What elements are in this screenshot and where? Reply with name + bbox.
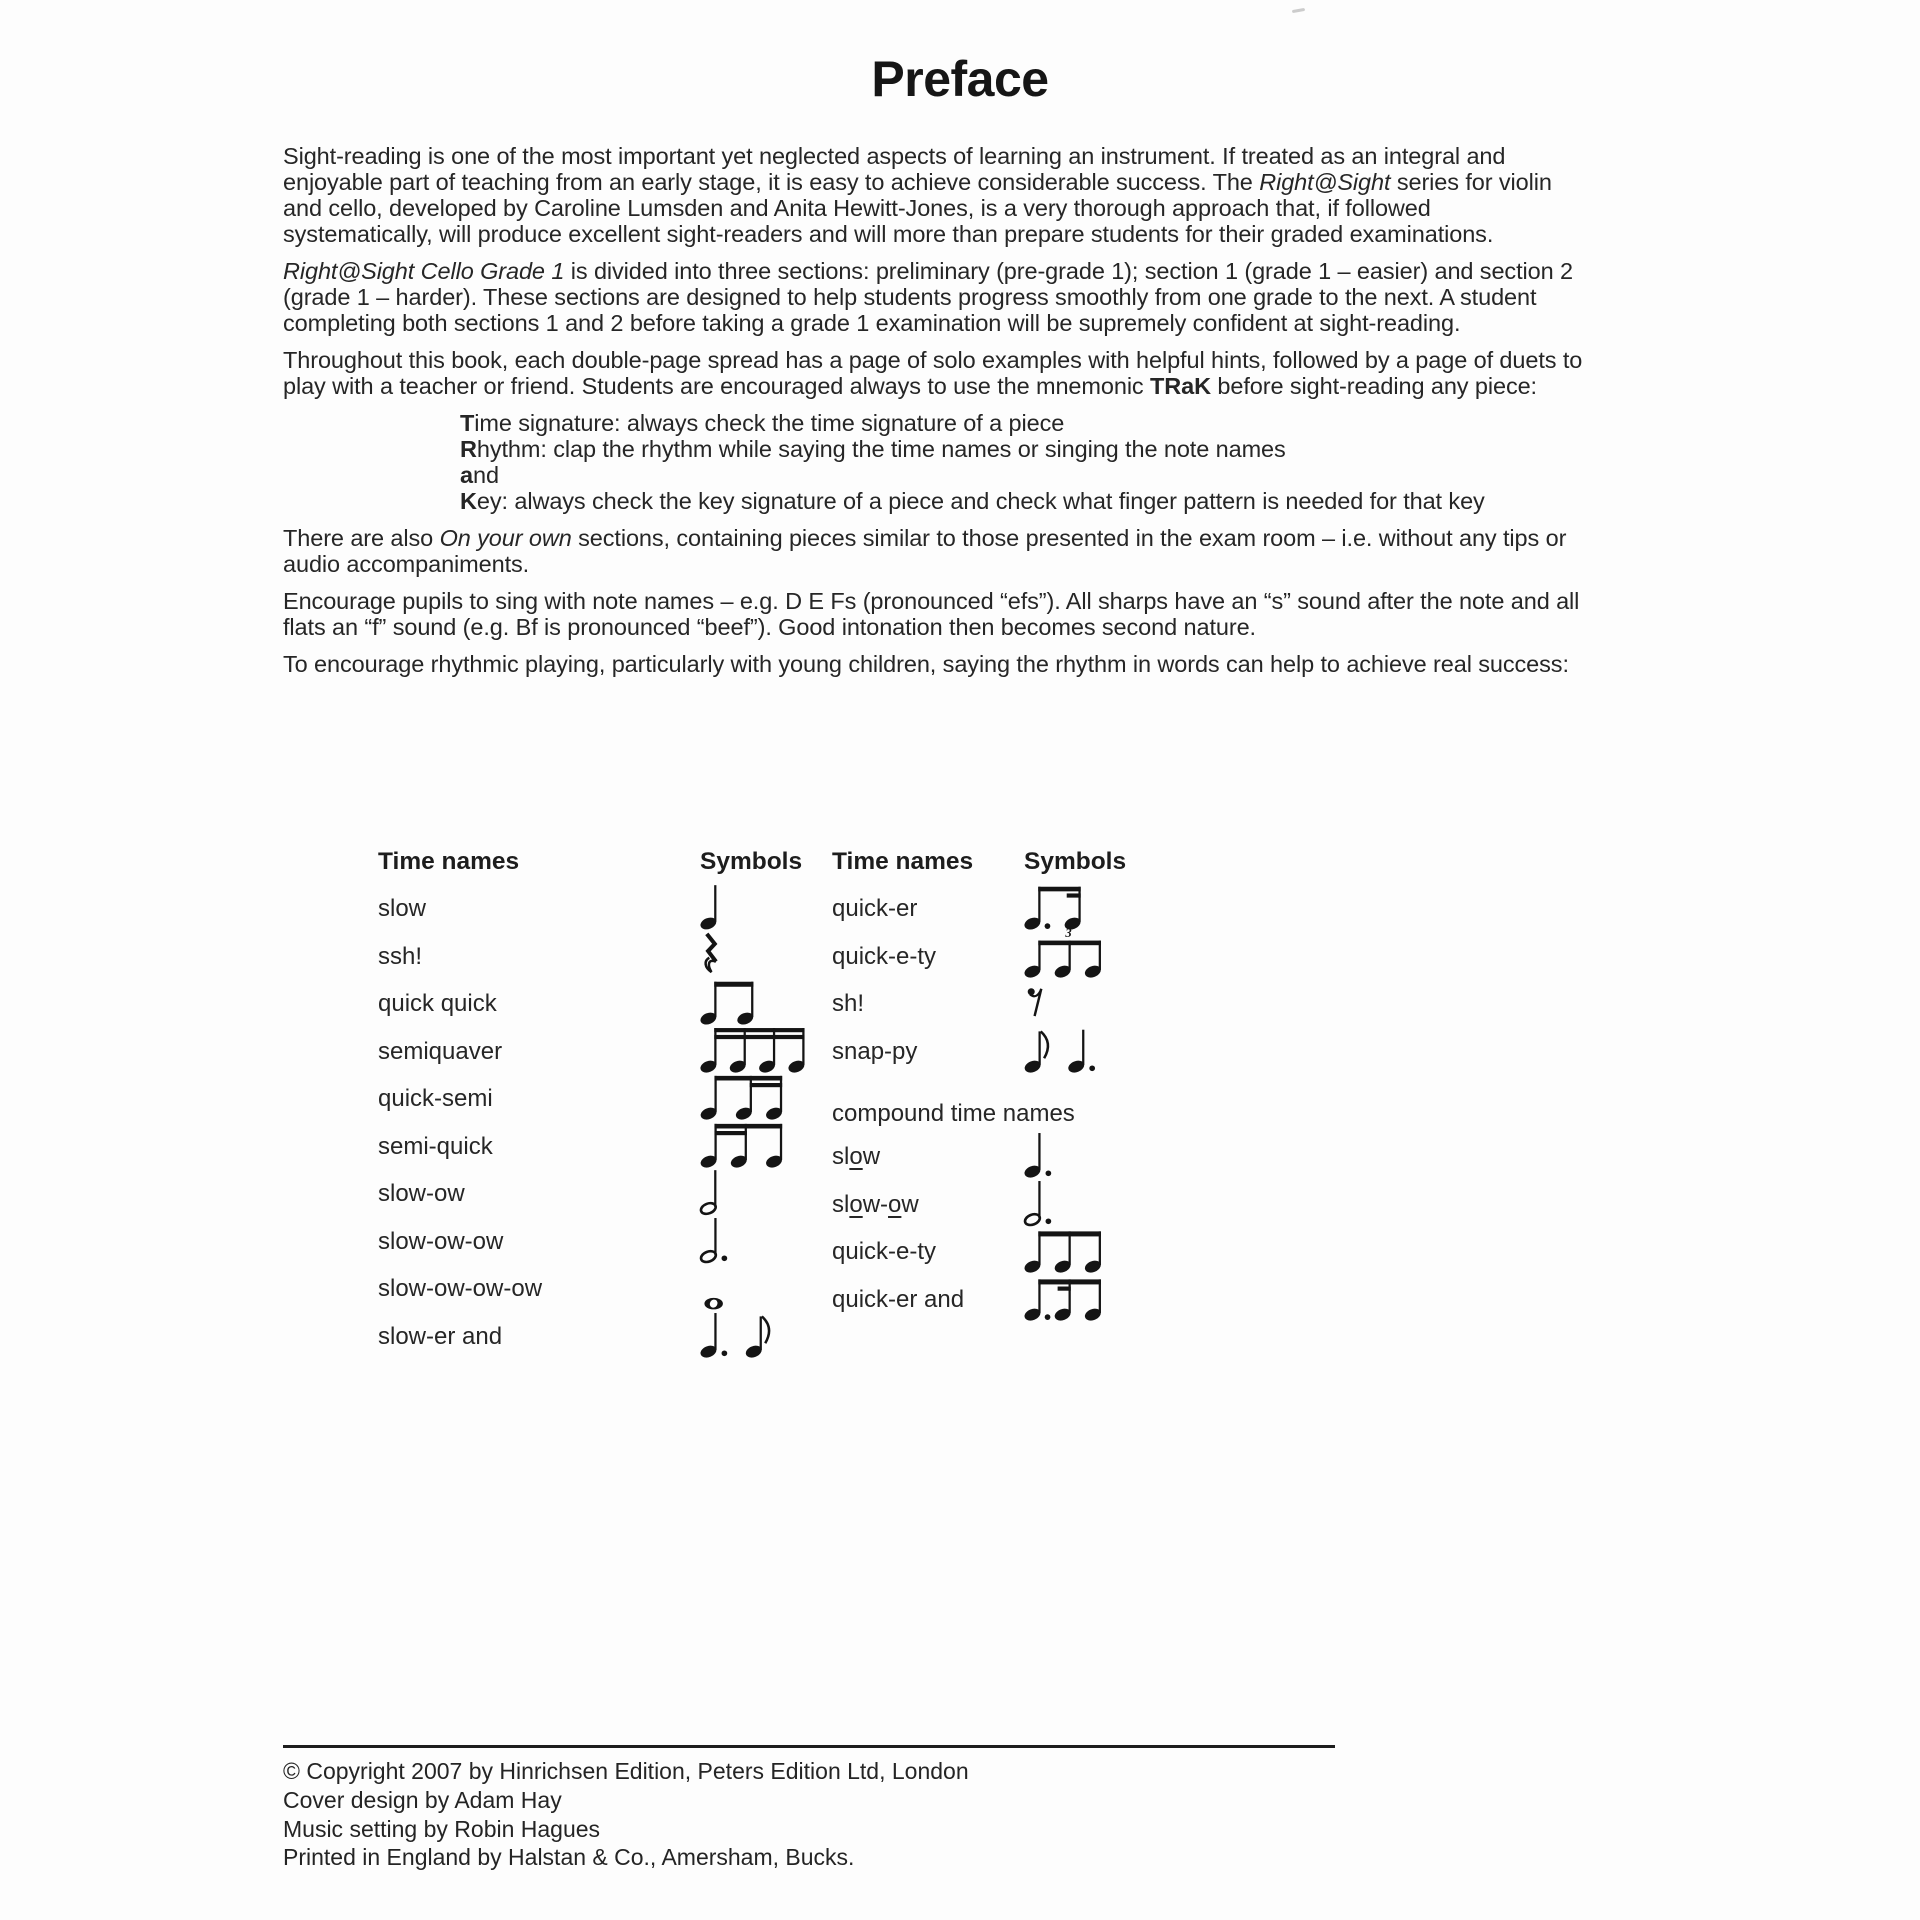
intro-paragraphs <box>283 143 1583 399</box>
dotted-crotchet-icon <box>1024 1134 1239 1182</box>
right-column-header-symbols: Symbols <box>1024 847 1127 875</box>
text-run: is divided into three sections: preliminary (pre-grade 1); section 1 (grade 1 – easier) and section 2 (grade 1 – harder). These sections are designed to help students progress smoothly from one grade to the next. A student completing both sections 1 and 2 before taking a grade 1 examination will be supremely confident at sight-reading. <box>283 258 1573 336</box>
footer-divider <box>283 1745 1335 1748</box>
svg-text:3: 3 <box>1065 925 1072 940</box>
time-name-label <box>832 1181 1024 1229</box>
time-name-label <box>832 1028 1024 1076</box>
text-run: quick-e-ty <box>832 942 937 970</box>
text-run: a <box>460 462 473 488</box>
quaver-dotted-crotchet-icon <box>1024 1028 1239 1076</box>
rhythm-table-right-group <box>832 838 1262 1324</box>
text-run: slow-ow-ow <box>378 1227 504 1255</box>
time-name-label <box>378 1076 700 1124</box>
text-run: T <box>460 410 475 436</box>
right-column-header-time-names: Time names <box>832 847 974 875</box>
dotted-minim-icon <box>1024 1181 1239 1229</box>
text-run: slow <box>378 895 427 923</box>
scan-artifact <box>1292 8 1305 13</box>
body-text-column <box>283 143 1583 688</box>
text-run: o <box>849 1190 863 1218</box>
text-run: ime signature: always check the time signature of a piece <box>474 410 1065 436</box>
imprint-line: Cover design by Adam Hay <box>283 1786 562 1813</box>
text-run: slow-er and <box>378 1322 503 1350</box>
time-name-label <box>378 1218 700 1266</box>
text-run: quick-e-ty <box>832 1238 937 1266</box>
text-run: snap-py <box>832 1037 918 1065</box>
time-name-label <box>832 1134 1024 1182</box>
text-run: quick-er <box>832 895 918 923</box>
time-name-label <box>378 933 700 981</box>
time-name-label <box>378 1266 700 1314</box>
text-run: o <box>888 1190 902 1218</box>
text-run: Right@Sight <box>1259 169 1391 195</box>
time-name-label <box>832 981 1024 1029</box>
triplet-quavers-icon <box>1024 925 1239 981</box>
time-name-label <box>832 1276 1024 1324</box>
text-run: slow-ow <box>378 1180 465 1208</box>
paragraph <box>283 347 1583 399</box>
text-run: o <box>849 1143 863 1171</box>
text-run: quick-semi <box>378 1085 493 1113</box>
text-run: w- <box>862 1190 889 1218</box>
trak-line <box>460 436 1583 462</box>
rhythm-table-right-simple <box>832 838 1262 1076</box>
time-name-label <box>378 1123 700 1171</box>
compound-time-names-header: compound time names <box>832 1099 1075 1127</box>
text-run: quick quick <box>378 990 497 1018</box>
text-run: Right@Sight Cello Grade 1 <box>283 258 565 284</box>
dotted-quaver-semiquaver-icon <box>1024 886 1239 934</box>
trak-mnemonic-list <box>460 410 1583 514</box>
dotted-quaver-semiquaver-quaver-icon <box>1024 1276 1239 1324</box>
paragraph <box>283 588 1583 640</box>
time-name-label <box>378 1313 700 1361</box>
three-quavers-icon <box>1024 1229 1239 1277</box>
text-run: slow-ow-ow-ow <box>378 1275 543 1303</box>
left-column-header-symbols: Symbols <box>700 847 803 875</box>
text-run: sl <box>832 1190 850 1218</box>
text-run: K <box>460 488 477 514</box>
time-name-label <box>378 1028 700 1076</box>
time-name-label <box>832 1229 1024 1277</box>
text-run: sl <box>832 1143 850 1171</box>
imprint-footer <box>283 1757 969 1872</box>
paragraph <box>283 258 1583 336</box>
text-run: ssh! <box>378 942 423 970</box>
time-name-label <box>832 933 1024 981</box>
trak-line <box>460 410 1583 436</box>
time-name-label <box>378 981 700 1029</box>
page-title: Preface <box>871 51 1049 107</box>
text-run: semiquaver <box>378 1037 503 1065</box>
time-name-label <box>832 886 1024 934</box>
paragraph <box>283 651 1583 677</box>
text-run: sections, containing pieces similar to those presented in the exam room – i.e. without any tips or audio accompaniments. <box>283 525 1567 577</box>
rhythm-reference-table <box>283 838 1595 1398</box>
text-run: nd <box>472 462 499 488</box>
text-run: R <box>460 436 477 462</box>
text-run: TRaK <box>1150 373 1211 399</box>
text-run: quick-er and <box>832 1285 965 1313</box>
body-paragraphs <box>283 525 1583 677</box>
text-run: w <box>901 1190 919 1218</box>
left-column-header-time-names: Time names <box>378 847 520 875</box>
rhythm-table-right-compound <box>832 1134 1262 1324</box>
imprint-line: Music setting by Robin Hagues <box>283 1815 601 1842</box>
imprint-line: Printed in England by Halstan & Co., Amersham, Bucks. <box>283 1844 855 1871</box>
text-run: Throughout this book, each double-page spread has a page of solo examples with helpful hints, followed by a page of duets to play with a teacher or friend. Students are encouraged always to use the mnemonic <box>283 347 1583 399</box>
text-run: series for violin and cello, developed by Caroline Lumsden and Anita Hewitt-Jones, is a very thorough approach that, if followed systematically, will produce excellent sight-readers and will more than prepare students for their graded examinations. <box>283 169 1552 247</box>
text-run: ey: always check the key signature of a piece and check what finger pattern is needed for that key <box>476 488 1485 514</box>
text-run: To encourage rhythmic playing, particularly with young children, saying the rhythm in words can help to achieve real success: <box>283 651 1569 677</box>
paragraph <box>283 143 1583 247</box>
paragraph <box>283 525 1583 577</box>
text-run: before sight-reading any piece: <box>1210 373 1537 399</box>
time-name-label <box>378 1171 700 1219</box>
text-run: On your own <box>439 525 572 551</box>
time-name-label <box>378 886 700 934</box>
text-run: sh! <box>832 990 865 1018</box>
imprint-line: © Copyright 2007 by Hinrichsen Edition, Peters Edition Ltd, London <box>283 1758 969 1784</box>
trak-line <box>460 488 1583 514</box>
quaver-rest-icon <box>1024 981 1239 1029</box>
text-run: hythm: clap the rhythm while saying the time names or singing the note names <box>476 436 1286 462</box>
text-run: Encourage pupils to sing with note names – e.g. D E Fs (pronounced “efs”). All sharps have an “s” sound after the note and all flats an “f” sound (e.g. Bf is pronounced “beef”). Good intonation then becomes second nature. <box>283 588 1580 640</box>
trak-line <box>460 462 1583 488</box>
text-run: There are also <box>283 525 440 551</box>
text-run: semi-quick <box>378 1132 493 1160</box>
text-run: w <box>862 1143 881 1171</box>
text-run: Sight-reading is one of the most important yet neglected aspects of learning an instrument. If treated as an integral and enjoyable part of teaching from an early stage, it is easy to achieve considerable success. The <box>283 143 1506 195</box>
